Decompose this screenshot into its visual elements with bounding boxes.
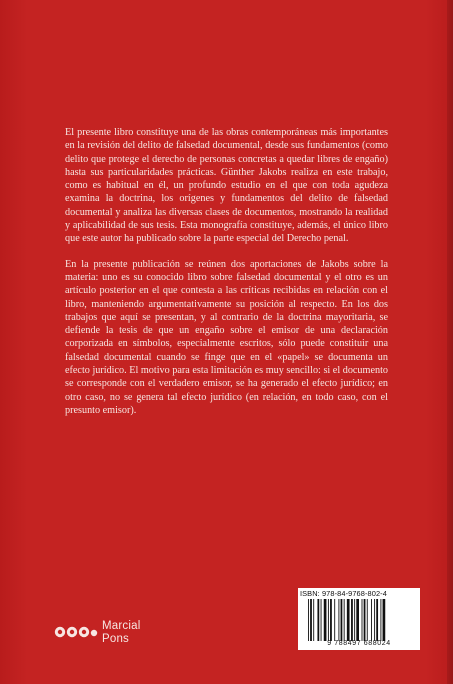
barcode-bar (364, 599, 366, 641)
barcode-bar (367, 599, 368, 641)
barcode-bar (383, 599, 386, 641)
barcode-bar (324, 599, 327, 641)
spine-edge (447, 0, 453, 684)
barcode-bar (376, 599, 378, 641)
blurb-paragraph-1: El presente libro constituye una de las obras contemporáneas más importantes en la revisión del delito de falsedad documental, desde sus fundamentos (como delito que protege el derecho de personas concretas a quedar libres de engaño) hasta sus particularidades prácticas. Günther Jakobs realiza en este trabajo, como es habitual en él, un profundo estudio en el que con toda agudeza examina la doctrina, los orígenes y fundamentos del delito de falsedad documental y analiza las diversas clases de documentos, mostrando la realidad y aplicabilidad de sus tesis. Esta monografía constituye, además, el único libro que este autor ha publicado sobre la parte especial del Derecho penal. (65, 127, 388, 245)
barcode-bar (338, 599, 339, 641)
barcode-bar (334, 599, 335, 641)
barcode-bar (308, 599, 309, 641)
barcode-bar (354, 599, 355, 641)
publisher-mark-icon (54, 624, 98, 638)
barcode-bar (351, 599, 353, 641)
blurb-text (65, 126, 388, 417)
isbn-barcode-box (298, 588, 420, 650)
barcode-bar (374, 599, 375, 641)
barcode-bar (330, 599, 332, 641)
barcode-bar (328, 599, 329, 641)
barcode-bar (341, 599, 343, 641)
publisher-name-line-2: Pons (102, 633, 130, 645)
barcode-bar (321, 599, 322, 641)
barcode-bar (380, 599, 381, 641)
publisher-name (102, 620, 140, 646)
publisher-name-line-1: Marcial (102, 620, 141, 632)
isbn-label: ISBN: 978-84-9768-802-4 (300, 589, 387, 598)
barcode-bar (313, 599, 314, 641)
barcode-bar (362, 599, 363, 641)
barcode-bar (371, 599, 372, 641)
barcode-bar (344, 599, 345, 641)
blurb-paragraph-2: En la presente publicación se reúnen dos aportaciones de Jakobs sobre la materia: uno es su conocido libro sobre falsedad documental y el otro es un artículo posterior en el que contesta a las críticas recibidas en relación con el libro, manteniendo argumentativamente su posición al respecto. En los dos trabajos que aquí se presentan, y al contrario de la doctrina mayoritaria, se defiende la tesis de que un engaño sobre el emisor de una declaración corporizada en símbolos, especialmente escritos, sólo puede constituir una falsedad documental cuando se finge que en el «papel» se documenta un efecto jurídico. El motivo para esta limitación es muy sencillo: si el documento se corresponde con el verdadero emisor, se ha generado el efecto jurídico; en otro caso, no se genera tal efecto jurídico (en relación, en todo caso, con el presunto emisor). (65, 258, 388, 416)
barcode-bar (317, 599, 319, 641)
publisher-logo (54, 620, 164, 660)
barcode-bar (356, 599, 359, 641)
barcode (306, 599, 416, 641)
barcode-bar (310, 599, 312, 641)
barcode-digits: 9 788497 688024 (327, 640, 391, 647)
barcode-bar (347, 599, 350, 641)
